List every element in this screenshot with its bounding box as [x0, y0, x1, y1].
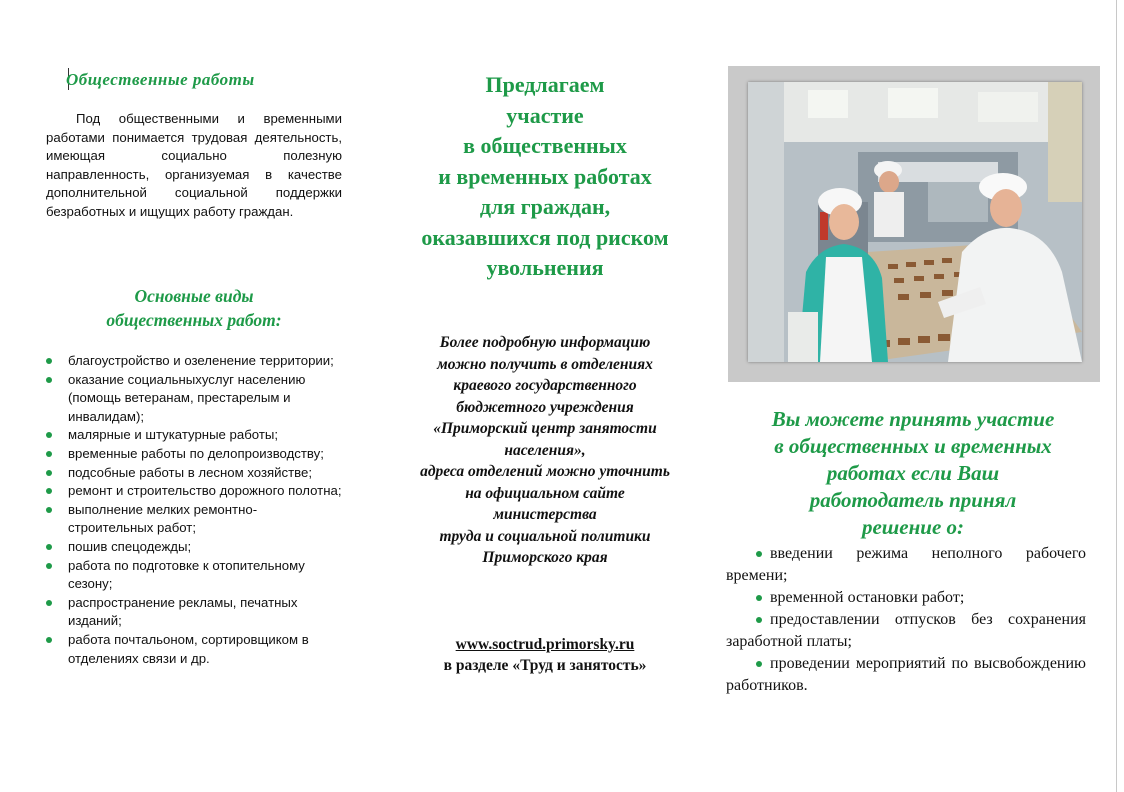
- list-item: распространение рекламы, печатных изданий;: [46, 594, 342, 631]
- offer-title-line: в общественных: [463, 133, 627, 158]
- photo-frame: [728, 66, 1100, 382]
- bullet-icon: [46, 600, 52, 606]
- bullet-icon: [756, 595, 762, 601]
- offer-title-line: Предлагаем: [485, 72, 605, 97]
- info-line: можно получить в отделениях: [437, 355, 653, 373]
- eligibility-title: [726, 406, 1100, 541]
- list-item: временной остановки работ;: [726, 587, 1086, 609]
- offer-title-line: оказавшихся под риском: [421, 224, 669, 250]
- public-works-definition: Под общественными и временными работами понимается трудовая деятельность, имеющая социально полезную направленность, организуемая в качестве дополнительной социальной поддержки безработных и ищущих работу граждан.: [46, 111, 342, 219]
- eligibility-title-line: Вы можете принять участие: [771, 407, 1055, 431]
- eligibility-title-line: в общественных и временных: [774, 434, 1052, 458]
- bullet-icon: [756, 661, 762, 667]
- website-link[interactable]: www.soctrud.primorsky.ru: [455, 636, 635, 653]
- bullet-icon: [46, 432, 52, 438]
- website-section: в разделе «Труд и занятость»: [443, 657, 647, 674]
- bullet-icon: [46, 637, 52, 643]
- info-line: на официальном сайте: [465, 484, 625, 502]
- offer-title-line: участие: [506, 102, 584, 128]
- info-line: Приморского края: [482, 549, 608, 566]
- page-edge-line: [1116, 0, 1117, 792]
- offer-title-line: увольнения: [486, 255, 604, 280]
- offer-title-line: и временных работах: [438, 163, 652, 189]
- list-item: временные работы по делопроизводству;: [46, 445, 342, 464]
- list-item: проведении мероприятий по высвобождению работников.: [726, 655, 1086, 694]
- list-item: пошив спецодежды;: [46, 538, 342, 557]
- info-line: «Приморский центр занятости: [433, 420, 657, 437]
- work-types-subtitle: [46, 284, 342, 332]
- offer-title: [380, 70, 710, 284]
- info-line: министерства: [493, 506, 597, 523]
- bullet-icon: [46, 358, 52, 364]
- bullet-icon: [46, 470, 52, 476]
- list-item: ремонт и строительство дорожного полотна;: [46, 482, 342, 501]
- info-line: труда и социальной политики: [439, 527, 651, 545]
- work-types-list: [46, 352, 342, 668]
- bullet-icon: [46, 507, 52, 513]
- bullet-icon: [46, 377, 52, 383]
- info-line: Более подробную информацию: [439, 334, 651, 351]
- list-item: введении режима неполного рабочего времени;: [726, 545, 1086, 584]
- website-block: [380, 634, 710, 676]
- public-works-title: Общественные работы: [66, 70, 255, 89]
- list-item: работа по подготовке к отопительному сезону;: [46, 557, 342, 594]
- bullet-icon: [46, 544, 52, 550]
- info-line: населения»,: [504, 441, 586, 459]
- info-line: бюджетного учреждения: [456, 398, 634, 416]
- list-item: работа почтальоном, сортировщиком в отделениях связи и др.: [46, 631, 342, 668]
- contact-info: [380, 332, 710, 569]
- list-item: предоставлении отпусков без сохранения заработной платы;: [726, 611, 1086, 650]
- offer-title-line: для граждан,: [479, 194, 611, 219]
- eligibility-title-line: работодатель принял: [809, 488, 1017, 512]
- bullet-icon: [756, 551, 762, 557]
- list-item: малярные и штукатурные работы;: [46, 426, 342, 445]
- eligibility-title-line: работах если Ваш: [826, 461, 1000, 485]
- bullet-icon: [46, 563, 52, 569]
- employer-decisions-list: [726, 543, 1086, 697]
- list-item: благоустройство и озеленение территории;: [46, 352, 342, 371]
- info-line: адреса отделений можно уточнить: [420, 463, 670, 480]
- list-item: оказание социальныхуслуг населению (помощь ветеранам, престарелым и инвалидам);: [46, 371, 342, 427]
- bullet-icon: [46, 451, 52, 457]
- factory-workers-photo: [748, 82, 1082, 362]
- photo-illustration: [748, 82, 1082, 362]
- info-line: краевого государственного: [453, 377, 637, 394]
- work-types-subtitle-line: общественных работ:: [106, 310, 282, 330]
- list-item: подсобные работы в лесном хозяйстве;: [46, 464, 342, 483]
- bullet-icon: [756, 617, 762, 623]
- bullet-icon: [46, 488, 52, 494]
- work-types-subtitle-line: Основные виды: [134, 286, 254, 306]
- list-item: выполнение мелких ремонтно-строительных работ;: [46, 501, 342, 538]
- eligibility-title-line: решение о:: [861, 515, 965, 539]
